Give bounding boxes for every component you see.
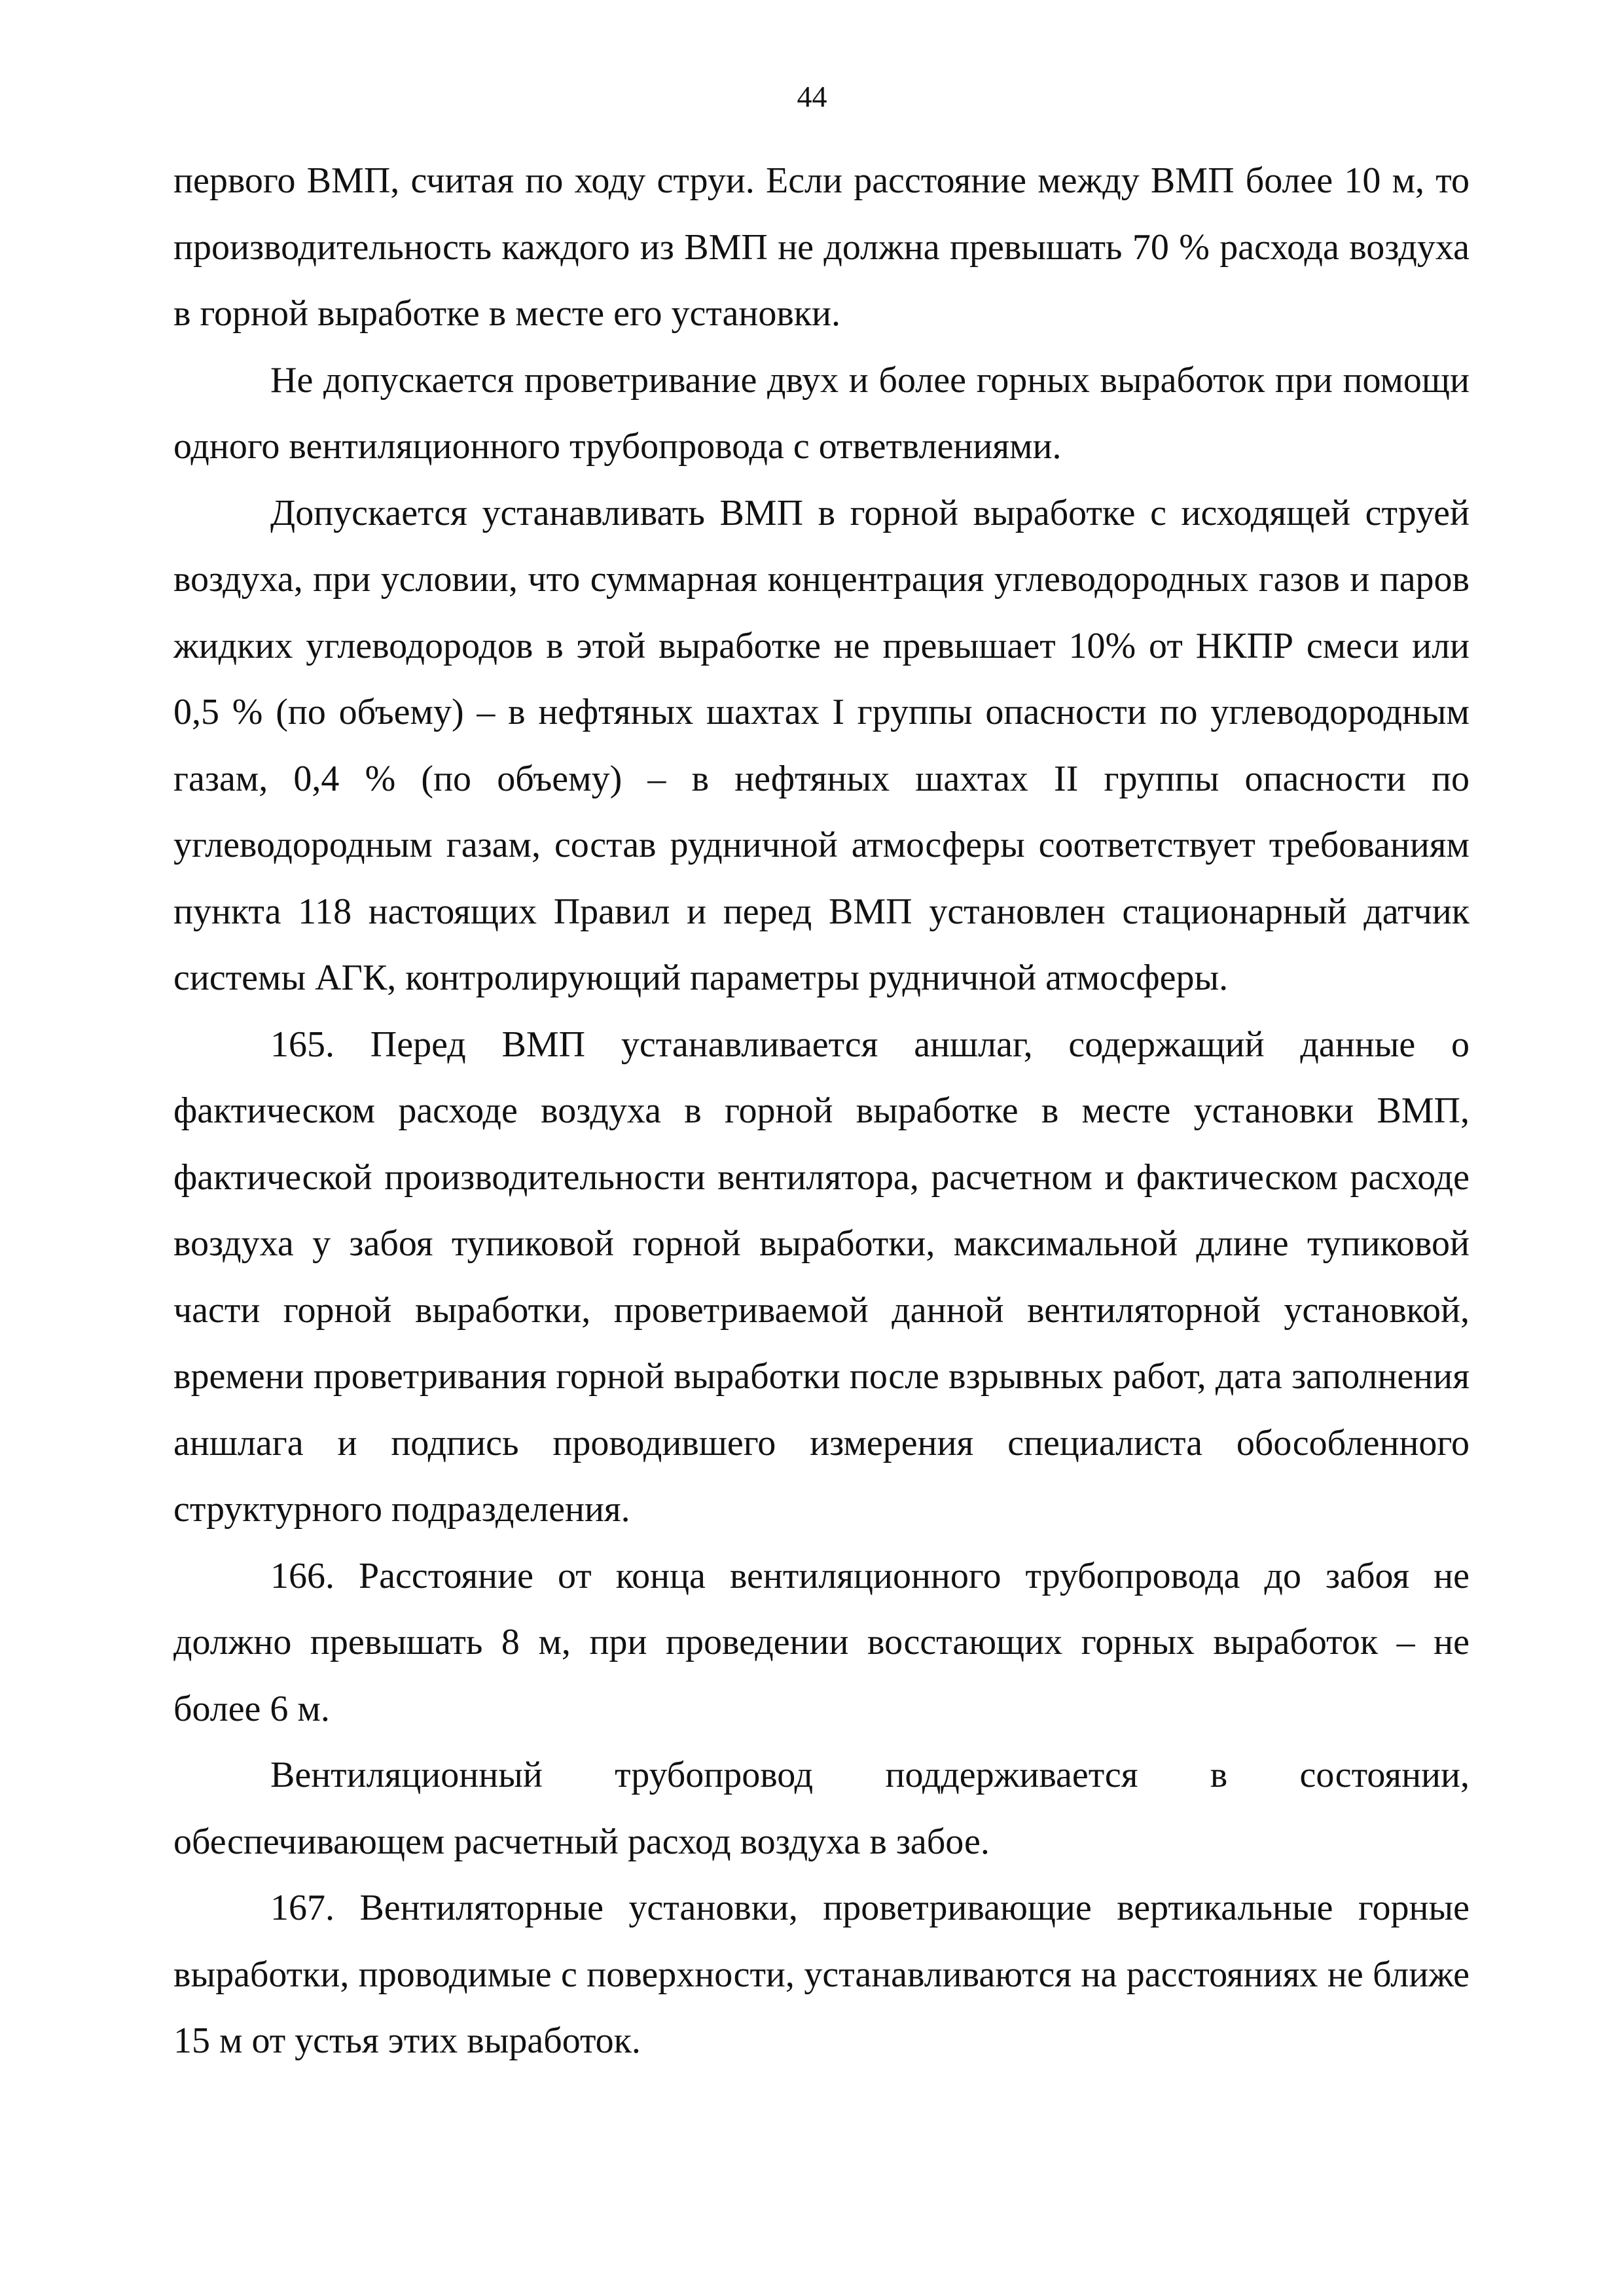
paragraph-return-air: Допускается устанавливать ВМП в горной выработке с исходящей струей воздуха, при условии, что суммарная концентрация углеводородных газов и паров жидких углеводородов в этой выработке не превышает 10% от НКПР смеси или 0,5 % (по объему) – в нефтяных шахтах I группы опасности по углеводородным газам, 0,4 % (по объему) – в нефтяных шахтах II группы опасности по углеводородным газам, состав рудничной атмосферы соответствует требованиям пункта 118 настоящих Правил и перед ВМП установлен стационарный датчик системы АГК, контролирующий параметры рудничной атмосферы. (173, 492, 1470, 998)
paragraph-duct-maintenance: Вентиляционный трубопровод поддерживается в состоянии, обеспечивающем расчетный расход воздуха в забое. (173, 1755, 1470, 1862)
paragraph-no-branching: Не допускается проветривание двух и более горных выработок при помощи одного вентиляционного трубопровода с ответвлениями. (173, 359, 1470, 467)
document-body (173, 148, 1470, 2075)
paragraph-167: 167. Вентиляторные установки, проветривающие вертикальные горные выработки, проводимые с поверхности, устанавливаются на расстояниях не ближе 15 м от устья этих выработок. (173, 1888, 1470, 2061)
paragraph-165: 165. Перед ВМП устанавливается аншлаг, содержащий данные о фактическом расходе воздуха в горной выработке в месте установки ВМП, фактической производительности вентилятора, расчетном и фактическом расходе воздуха у забоя тупиковой горной выработки, максимальной длине тупиковой части горной выработки, проветриваемой данной вентиляторной установкой, времени проветривания горной выработки после взрывных работ, дата заполнения аншлага и подпись проводившего измерения специалиста обособленного структурного подразделения. (173, 1024, 1470, 1530)
paragraph-166: 166. Расстояние от конца вентиляционного трубопровода до забоя не должно превышать 8 м, при проведении восстающих горных выработок – не более 6 м. (173, 1555, 1470, 1729)
page-number: 44 (797, 80, 827, 113)
paragraph-continuation: первого ВМП, считая по ходу струи. Если расстояние между ВМП более 10 м, то производительность каждого из ВМП не должна превышать 70 % расхода воздуха в горной выработке в месте его установки. (173, 160, 1470, 334)
